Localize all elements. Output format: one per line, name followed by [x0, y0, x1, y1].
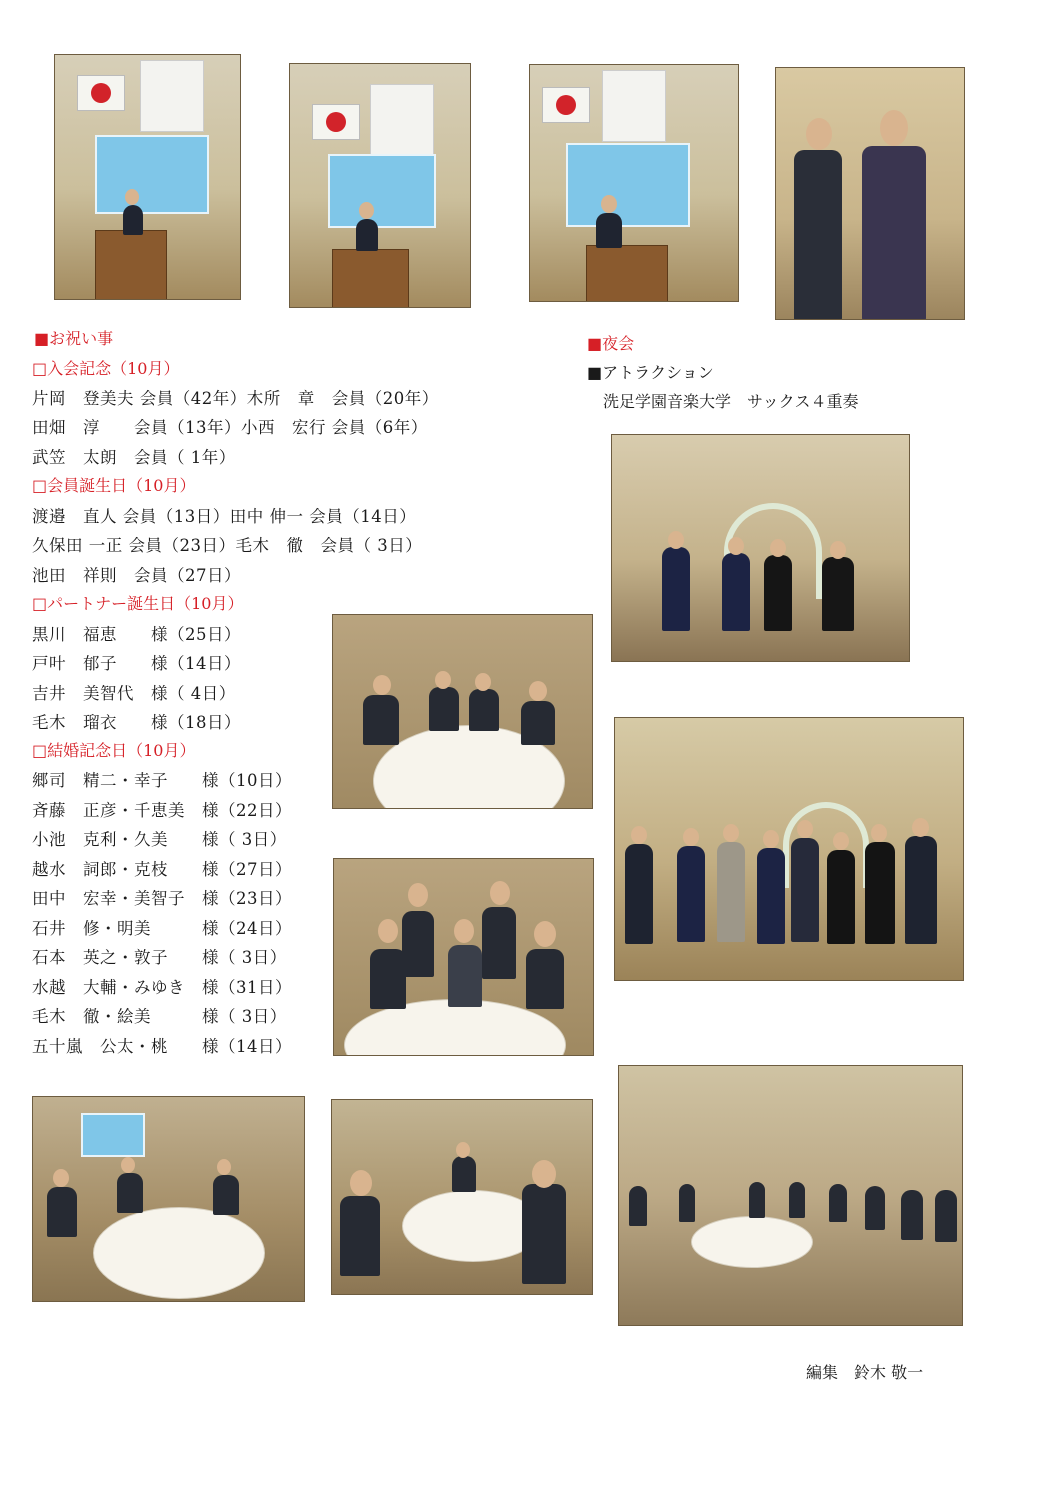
anniversaries-title: □結婚記念日（10月）: [32, 741, 196, 760]
member-birthday-row: 久保田 一正 会員（23日）毛木 徹 会員（ 3日）: [32, 536, 423, 555]
partner-birthdays-title: □パートナー誕生日（10月）: [32, 594, 244, 613]
member-birthday-row: 渡邉 直人 会員（13日）田中 伸一 会員（14日）: [32, 507, 417, 526]
anniversary-row: 斉藤 正彦・千恵美 様（22日）: [32, 801, 292, 820]
anniversary-row: 郷司 精二・幸子 様（10日）: [32, 771, 292, 790]
anniversary-row: 石井 修・明美 様（24日）: [32, 919, 292, 938]
anniversary-row: 石本 英之・敦子 様（ 3日）: [32, 948, 287, 967]
editor-credit: 編集 鈴木 敬一: [806, 1363, 924, 1382]
photo-speaker-3: [529, 64, 739, 302]
photo-table-group-1: [332, 614, 593, 809]
enrollment-row: 武笠 太朗 会員（ 1年）: [32, 448, 236, 467]
photo-sax-quartet: [611, 434, 910, 662]
photo-speaker-1: [54, 54, 241, 300]
anniversary-row: 田中 宏幸・美智子 様（23日）: [32, 889, 292, 908]
enrollment-row: 田畑 淳 会員（13年）小西 宏行 会員（6年）: [32, 418, 428, 437]
attraction-label: ■アトラクション: [587, 363, 714, 382]
member-birthdays-title: □会員誕生日（10月）: [32, 476, 196, 495]
photo-banquet-middle: [331, 1099, 593, 1295]
anniversary-row: 水越 大輔・みゆき 様（31日）: [32, 978, 292, 997]
photo-table-group-2: [333, 858, 594, 1056]
anniversary-row: 五十嵐 公太・桃 様（14日）: [32, 1037, 292, 1056]
photo-banquet-left: [32, 1096, 305, 1302]
partner-birthday-row: 吉井 美智代 様（ 4日）: [32, 684, 236, 703]
photo-speaker-2: [289, 63, 471, 308]
celebrations-heading: ■お祝い事: [34, 329, 114, 348]
attraction-detail: 洗足学園音楽大学 サックス４重奏: [603, 392, 859, 411]
evening-heading: ■夜会: [587, 334, 635, 353]
enrollment-title: □入会記念（10月）: [32, 359, 180, 378]
anniversary-row: 毛木 徹・絵美 様（ 3日）: [32, 1007, 287, 1026]
partner-birthday-row: 戸叶 郁子 様（14日）: [32, 654, 241, 673]
partner-birthday-row: 毛木 瑠衣 様（18日）: [32, 713, 241, 732]
photo-two-men: [775, 67, 965, 320]
anniversary-row: 越水 詞郎・克枝 様（27日）: [32, 860, 292, 879]
anniversary-row: 小池 克利・久美 様（ 3日）: [32, 830, 287, 849]
partner-birthday-row: 黒川 福恵 様（25日）: [32, 625, 241, 644]
member-birthday-row: 池田 祥則 会員（27日）: [32, 566, 241, 585]
photo-ballroom-circle: [618, 1065, 963, 1326]
photo-quartet-with-members: [614, 717, 964, 981]
enrollment-row: 片岡 登美夫 会員（42年）木所 章 会員（20年）: [32, 389, 439, 408]
